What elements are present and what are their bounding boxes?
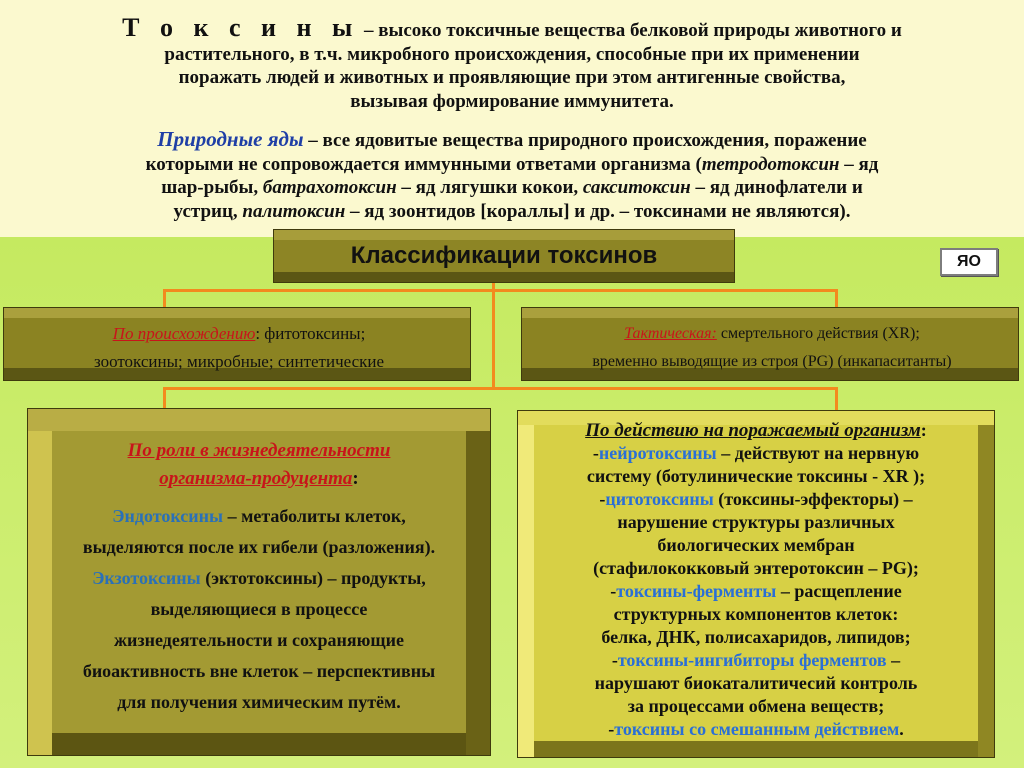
classification-title-box — [273, 229, 735, 283]
role-label: По роли в жизнедеятельности — [127, 440, 391, 461]
connector-bottom-left — [163, 387, 166, 409]
cytotoxins-term: цитотоксины — [605, 489, 714, 509]
enzyme-toxins-term: токсины-ферменты — [616, 581, 777, 601]
exotoxins-term: Экзотоксины — [92, 568, 201, 588]
example-saxitoxin: сакситоксин — [582, 177, 691, 198]
neurotoxins-term: нейротоксины — [598, 443, 717, 463]
connector-top-horizontal — [163, 289, 838, 292]
origin-label: По происхождению — [112, 324, 256, 343]
yo-badge-button[interactable]: ЯО — [940, 248, 998, 276]
example-batrachotoxin: батрахотоксин — [262, 177, 397, 198]
role-box: По роли в жизнедеятельности организма-продуцента: Эндотоксины – метаболиты клеток, выделяются после их гибели (разложения). Экзотоксины (эктотоксины) – продукты, выделяющиеся в процессе жизнедеятельности и сохраняющие биоактивность вне клеток – перспективны для получения химическим путём. — [27, 408, 491, 756]
connector-bottom-right — [835, 387, 838, 411]
tactical-label: Тактическая: — [624, 325, 717, 342]
connector-bottom-horizontal — [163, 387, 838, 390]
tactical-box: Тактическая: смертельного действия (XR); временно выводящие из строя (PG) (инкапаситанты) — [521, 307, 1019, 381]
toxins-definition: Т о к с и н ы – высоко токсичные вещества белковой природы животного и растительного, в т.ч. микробного происхождения, способные при их применении поражать людей и животных и проявляющие при этом антигенные свойства, вызывая формирование иммунитета. — [122, 13, 902, 112]
mixed-toxins-term: токсины со смешанным действием — [614, 719, 900, 739]
connector-trunk — [492, 279, 495, 389]
toxins-term: Т о к с и н ы — [122, 13, 360, 42]
example-tetrodotoxin: тетродотоксин — [701, 153, 840, 175]
endotoxins-term: Эндотоксины — [112, 506, 224, 526]
action-label: По действию на поражаемый организм — [585, 420, 921, 441]
origin-box: По происхождению: фитотоксины; зоотоксины; микробные; синтетические — [3, 307, 471, 381]
classification-title: Классификации токсинов — [350, 242, 658, 269]
action-box: По действию на поражаемый организм: -нейротоксины – действуют на нервную систему (ботулинические токсины - XR ); -цитотоксины (токсины-эффекторы) – нарушение структуры различных биологических мембран (стафилококковый энтеротоксин – PG); -токсины-ферменты – расщепление структурных компонентов клеток: белка, ДНК, полисахаридов, липидов; -токсины-ингибиторы ферментов – нарушают биокаталитичесий контроль за процессами обмена веществ; -токсины со смешанным действием. — [517, 410, 995, 758]
example-palytoxin: палитоксин — [242, 200, 346, 222]
natural-poisons-definition: Природные яды – все ядовитые вещества природного происхождения, поражение которыми не сопровождается иммунными ответами организма (тетродотоксин – яд шар-рыбы, батрахотоксин – яд лягушки кокои, сакситоксин – яд динофлатели и устриц, палитоксин – яд зоонтидов [кораллы] и др. – токсинами не являются). — [145, 127, 879, 222]
natural-poisons-term: Природные яды — [157, 127, 304, 151]
inhibitor-toxins-term: токсины-ингибиторы ферментов — [617, 650, 887, 670]
